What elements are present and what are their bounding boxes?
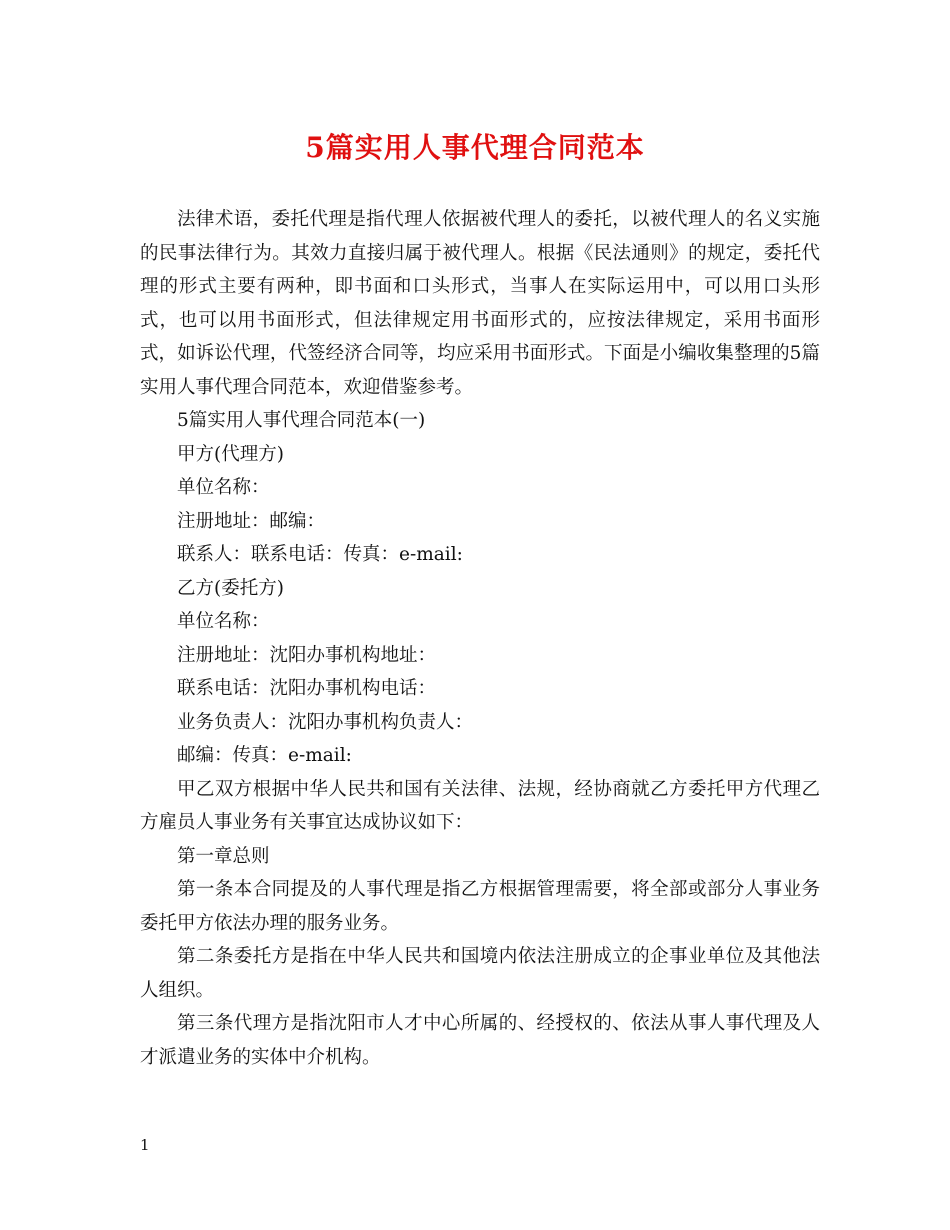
article-two: 第二条委托方是指在中华人民共和国境内依法注册成立的企事业单位及其他法人组织。 (140, 946, 820, 1001)
party-b-company-name: 单位名称： (177, 611, 270, 632)
party-a-company-name: 单位名称： (177, 477, 270, 498)
agreement-statement: 甲乙双方根据中华人民共和国有关法律、法规，经协商就乙方委托甲方代理乙方雇员人事业务有关事宜达成协议如下： (140, 778, 820, 833)
party-b-manager: 业务负责人：沈阳办事机构负责人： (177, 711, 474, 733)
article-three: 第三条代理方是指沈阳市人才中心所属的、经授权的、依法从事人事代理及人才派遣业务的实体中介机构。 (140, 1013, 820, 1068)
page-number: 1 (140, 1136, 150, 1154)
document-title: 5篇实用人事代理合同范本 (305, 131, 645, 164)
document-body (140, 203, 820, 1074)
chapter-heading: 第一章总则 (177, 845, 270, 867)
party-b-phone: 联系电话：沈阳办事机构电话： (177, 678, 437, 699)
party-a-contact: 联系人：联系电话：传真：e-mail: (177, 544, 463, 565)
article-one: 第一条本合同提及的人事代理是指乙方根据管理需要，将全部或部分人事业务委托甲方依法办理的服务业务。 (140, 879, 820, 934)
party-b-heading: 乙方(委托方) (177, 577, 284, 599)
party-a-heading: 甲方(代理方) (177, 443, 284, 465)
intro-paragraph: 法律术语，委托代理是指代理人依据被代理人的委托，以被代理人的名义实施的民事法律行为。其效力直接归属于被代理人。根据《民法通则》的规定，委托代理的形式主要有两种，即书面和口头形式，当事人在实际运用中，可以用口头形式，也可以用书面形式，但法律规定用书面形式的，应按法律规定，采用书面形式，如诉讼代理，代签经济合同等，均应采用书面形式。下面是小编收集整理的5篇实用人事代理合同范本，欢迎借鉴参考。 (140, 209, 820, 398)
party-a-address: 注册地址：邮编： (177, 510, 326, 532)
party-b-address: 注册地址：沈阳办事机构地址： (177, 644, 437, 666)
section-heading: 5篇实用人事代理合同范本(一) (177, 410, 426, 431)
party-b-postcode-fax: 邮编：传真：e-mail: (177, 745, 352, 766)
